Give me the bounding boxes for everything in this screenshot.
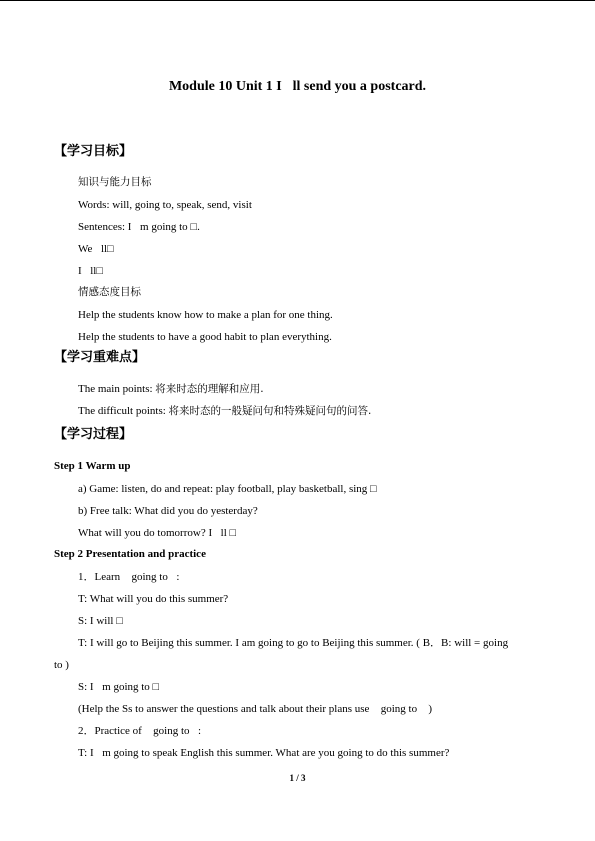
we-ll-line: We ll□ xyxy=(78,243,114,255)
emotion-heading: 情感态度目标 xyxy=(78,286,141,298)
section-heading-objectives: 【学习目标】 xyxy=(54,144,133,159)
page-top-border xyxy=(0,0,595,1)
step2-help-line: (Help the Ss to answer the questions and talk about their plans use  going to  ) xyxy=(78,703,433,715)
difficult-points-line xyxy=(78,404,371,418)
step2-line-t2-continued: to ) xyxy=(54,659,69,671)
i-ll-line: I ll□ xyxy=(78,265,103,277)
step2-line-s1: S: I will □ xyxy=(78,615,123,627)
difficult-points-text: 将来时态的一般疑问句和特殊疑问句的问答. xyxy=(168,405,372,417)
main-points-line xyxy=(78,382,264,396)
step1-line-a: a) Game: listen, do and repeat: play football, play basketball, sing □ xyxy=(78,483,377,495)
step2-item-2: 2．Practice of  going to : xyxy=(78,725,202,737)
step2-line-s2: S: I m going to □ xyxy=(78,681,160,693)
step2-line-t3: T: I m going to speak English this summer. What are you going to do this summer? xyxy=(78,747,450,759)
main-points-text: 将来时态的理解和应用. xyxy=(155,383,264,395)
step2-line-t2: T: I will go to Beijing this summer. I am going to go to Beijing this summer. ( B．B: will = going xyxy=(78,637,509,649)
section-heading-process: 【学习过程】 xyxy=(54,427,133,442)
step2-heading: Step 2 Presentation and practice xyxy=(54,548,206,560)
step1-line-b: b) Free talk: What did you do yesterday? xyxy=(78,505,258,517)
difficult-points-label: The difficult points: xyxy=(78,405,166,417)
words-line: Words: will, going to, speak, send, visit xyxy=(78,199,252,211)
document-title: Module 10 Unit 1 I ll send you a postcard. xyxy=(168,79,427,94)
goal-line-2: Help the students to have a good habit to plan everything. xyxy=(78,331,332,343)
page-number: 1 / 3 xyxy=(289,773,306,783)
section-heading-key-points: 【学习重难点】 xyxy=(54,350,146,365)
knowledge-heading: 知识与能力目标 xyxy=(78,176,152,188)
step2-line-t1: T: What will you do this summer? xyxy=(78,593,229,605)
step1-line-c: What will you do tomorrow? I ll □ xyxy=(78,527,237,539)
step1-heading: Step 1 Warm up xyxy=(54,460,131,472)
sentences-line: Sentences: I m going to □. xyxy=(78,221,200,233)
goal-line-1: Help the students know how to make a plan for one thing. xyxy=(78,309,333,321)
main-points-label: The main points: xyxy=(78,383,153,395)
step2-item-1: 1．Learn  going to : xyxy=(78,571,180,583)
